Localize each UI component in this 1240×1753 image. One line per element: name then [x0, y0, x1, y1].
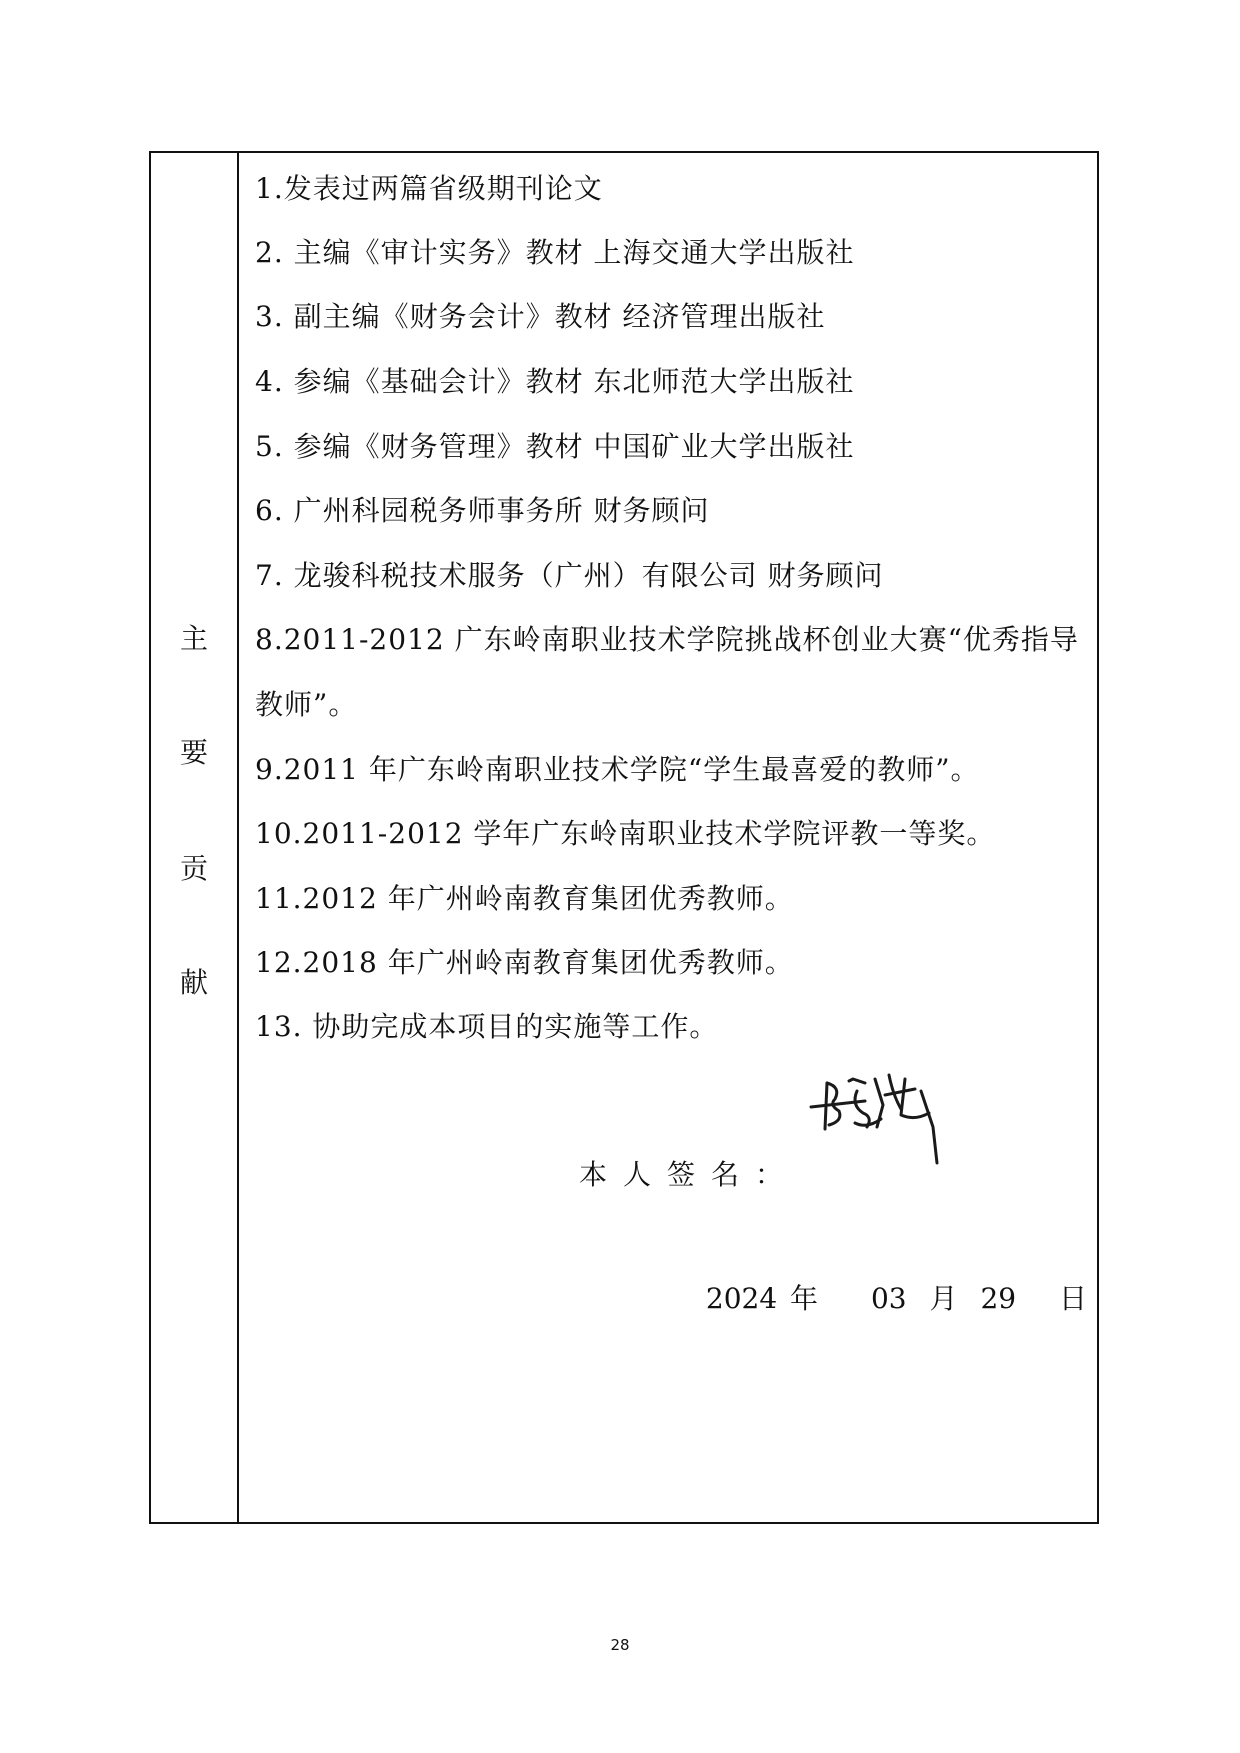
- date-month: 03: [870, 1282, 907, 1315]
- handwritten-signature: [805, 1065, 945, 1170]
- label-char-gong: 贡: [179, 852, 208, 885]
- label-char-xian: 献: [179, 966, 208, 999]
- list-item: 7. 龙骏科税技术服务（广州）有限公司 财务顾问: [255, 559, 884, 592]
- signature-label: 本人签名：: [579, 1158, 800, 1191]
- content-column: [239, 153, 1097, 1522]
- contribution-table: [149, 151, 1099, 1524]
- date-year-unit: 年: [790, 1282, 819, 1315]
- list-item: 11.2012 年广州岭南教育集团优秀教师。: [255, 882, 794, 915]
- label-char-zhu: 主: [179, 622, 208, 655]
- label-column: [151, 153, 239, 1522]
- list-item: 8.2011-2012 广东岭南职业技术学院挑战杯创业大赛“优秀指导教师”。: [255, 623, 1079, 721]
- list-item: 6. 广州科园税务师事务所 财务顾问: [255, 494, 710, 527]
- date-day-unit: 日: [1058, 1282, 1087, 1315]
- list-item: 4. 参编《基础会计》教材 东北师范大学出版社: [255, 365, 855, 398]
- date-month-unit: 月: [929, 1282, 958, 1315]
- list-item: 10.2011-2012 学年广东岭南职业技术学院评教一等奖。: [255, 817, 996, 850]
- list-item: 12.2018 年广州岭南教育集团优秀教师。: [255, 946, 794, 979]
- list-item: 2. 主编《审计实务》教材 上海交通大学出版社: [255, 236, 855, 269]
- date-day: 29: [980, 1282, 1017, 1315]
- list-item: 1.发表过两篇省级期刊论文: [255, 172, 603, 205]
- date-year: 2024: [705, 1282, 778, 1315]
- list-item: 5. 参编《财务管理》教材 中国矿业大学出版社: [255, 430, 855, 463]
- label-char-yao: 要: [179, 736, 208, 769]
- list-item: 3. 副主编《财务会计》教材 经济管理出版社: [255, 300, 826, 333]
- date-line: [706, 1281, 1087, 1317]
- list-item: 13. 协助完成本项目的实施等工作。: [255, 1010, 719, 1043]
- list-item: 9.2011 年广东岭南职业技术学院“学生最喜爱的教师”。: [255, 753, 980, 786]
- page-number: 28: [610, 1636, 630, 1654]
